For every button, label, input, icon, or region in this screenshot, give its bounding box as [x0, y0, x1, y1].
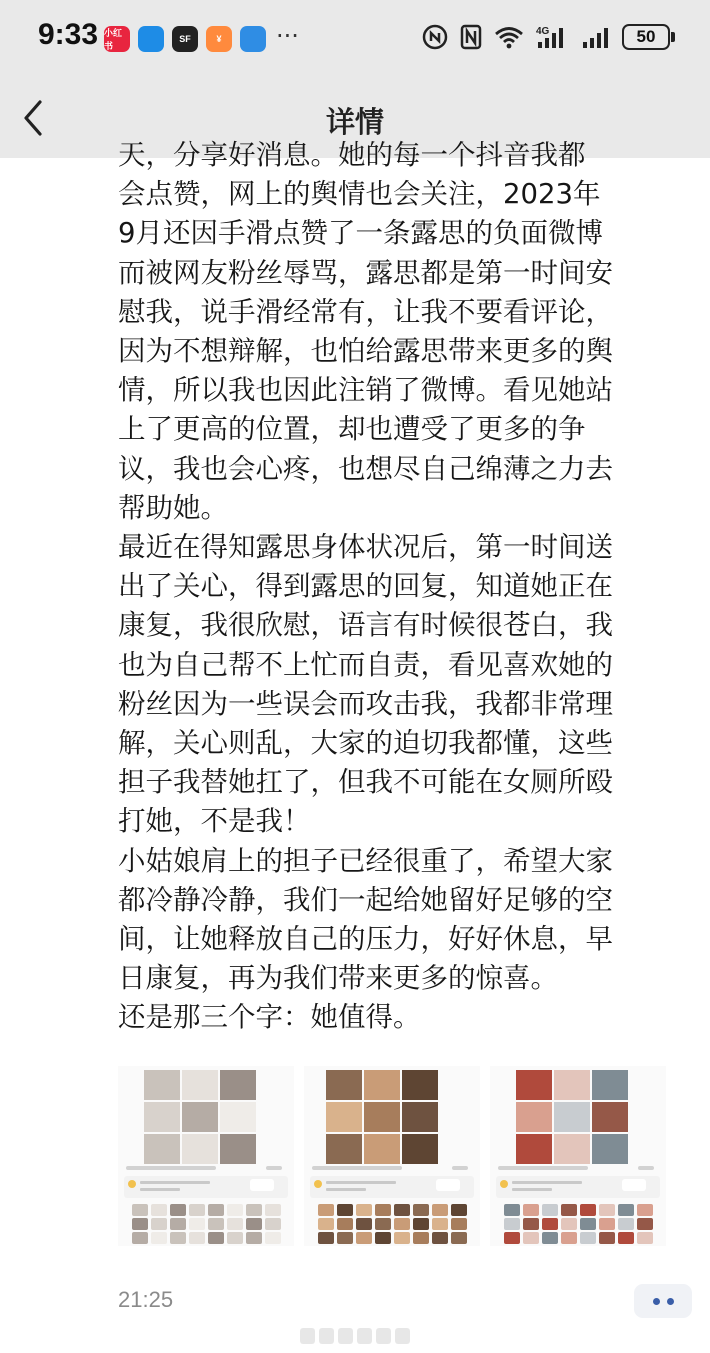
dot-icon [667, 1298, 674, 1305]
post-timestamp: 21:25 [118, 1287, 174, 1312]
post-paragraph [118, 842, 678, 999]
post-image-1[interactable] [118, 1066, 294, 1246]
post-image-2[interactable] [304, 1066, 480, 1246]
nfc-icon [422, 24, 448, 50]
system-indicators [422, 24, 670, 50]
page-title: 详情 [325, 105, 384, 139]
svg-text:4G: 4G [536, 26, 550, 37]
text-line: 打她，不是我！ [118, 805, 311, 838]
text-line: 间，让她释放自己的压力，好好休息，早 [118, 923, 613, 956]
post-content[interactable] [118, 139, 678, 1053]
post-image-grid [118, 1066, 663, 1246]
text-line: 还是那三个字：她值得。 [118, 1001, 421, 1034]
xiaohongshu-icon: 小红书 [104, 26, 130, 52]
cellular-4g-icon [536, 24, 570, 50]
text-line: 日康复，再为我们带来更多的惊喜。 [118, 962, 558, 995]
n-mark-icon [460, 24, 482, 50]
alipay-icon: ¥ [206, 26, 232, 52]
text-line: 慰我，说手滑经常有，让我不要看评论， [118, 295, 613, 328]
text-line: 帮助她。 [118, 491, 228, 524]
post-paragraph [118, 998, 678, 1037]
text-line: 情，所以我也因此注销了微博。看见她站 [118, 374, 613, 407]
wifi-icon [494, 25, 524, 49]
clock: 9:33 [38, 18, 99, 51]
text-line: 小姑娘肩上的担子已经很重了，希望大家 [118, 844, 613, 877]
text-line: 会点赞，网上的舆情也会关注，2023年 [118, 178, 601, 211]
text-line: 出了关心，得到露思的回复，知道她正在 [118, 570, 613, 603]
text-line: 也为自己帮不上忙而自责，看见喜欢她的 [118, 648, 613, 681]
battery-indicator: 50 [622, 24, 670, 50]
text-line: 因为不想辩解，也怕给露思带来更多的舆 [118, 335, 613, 368]
text-line: 粉丝因为一些误会而攻击我，我都非常理 [118, 687, 613, 720]
text-line: 上了更高的位置，却也遭受了更多的争 [118, 413, 586, 446]
text-line: 议，我也会心疼，也想尽自己绵薄之力去 [118, 452, 613, 485]
text-line: 都冷静冷静，我们一起给她留好足够的空 [118, 883, 613, 916]
more-notifications-icon: ··· [276, 22, 299, 50]
text-line: 康复，我很欣慰，语言有时候很苍白，我 [118, 609, 613, 642]
post-text [118, 136, 678, 1038]
more-options-button[interactable] [634, 1284, 692, 1318]
post-paragraph [118, 528, 678, 842]
post-image-3[interactable] [490, 1066, 666, 1246]
sf-express-icon: SF [172, 26, 198, 52]
text-line: 担子我替她扛了，但我不可能在女厕所殴 [118, 766, 613, 799]
post-paragraph [118, 136, 678, 528]
dot-icon [653, 1298, 660, 1305]
text-line: 而被网友粉丝辱骂，露思都是第一时间安 [118, 256, 613, 289]
text-line: 天，分享好消息。她的每一个抖音我都 [118, 139, 586, 171]
cellular-signal-icon [582, 24, 610, 50]
text-line: 9月还因手滑点赞了一条露思的负面微博 [118, 217, 603, 250]
status-bar [0, 0, 710, 80]
message-icon [240, 26, 266, 52]
watermark [300, 1328, 410, 1344]
text-line: 解，关心则乱，大家的迫切我都懂，这些 [118, 727, 613, 760]
text-line: 最近在得知露思身体状况后，第一时间送 [118, 531, 613, 564]
qq-icon [138, 26, 164, 52]
